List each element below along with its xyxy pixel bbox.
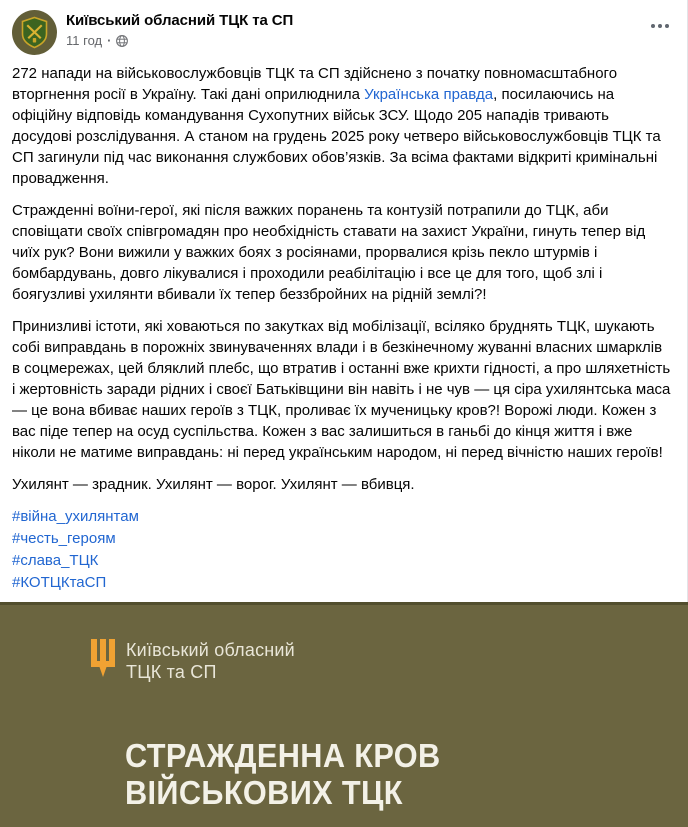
post-paragraph: [12, 63, 673, 189]
meta-separator: ·: [107, 33, 112, 48]
image-brand-text: [126, 639, 295, 683]
trident-icon: [90, 639, 116, 681]
hashtag-link[interactable]: #честь_героям: [12, 530, 116, 547]
paragraph-text: , посилаючись на офіційну відповідь командування Сухопутних військ ЗСУ. Щодо 205 нападів тривають досудові розслідування. А станом на грудень 2025 року четверо військовослужбовців ТЦК та СП загинули під час виконання службових обов’язків. За всіма фактами відкриті кримінальні провадження.: [12, 86, 661, 187]
ellipsis-icon: [665, 24, 669, 28]
page-name-link[interactable]: Київський обласний ТЦК та СП: [66, 12, 294, 29]
header-meta: [66, 10, 293, 49]
hashtag-link[interactable]: #війна_ухилянтам: [12, 508, 139, 525]
page-avatar[interactable]: [12, 10, 57, 55]
post-header: [0, 0, 687, 61]
post-paragraph: Принизливі істоти, які ховаються по закутках від мобілізації, всіляко бруднять ТЦК, шукають собі виправдань в порожніх звинуваченнях влади і в безкінечному жуванні власних шмарклів в соцмережах, цей бляклий плебс, що втратив і останні вже крихти гідності, а про шляхетність і жертовність заради рідних і своєї Батьківщини він навіть і не чув — ця сіра ухилянтська маса — це вона вбиває наших героїв з ТЦК, проливає їх мученицьку кров?! Ворожі люди. Кожен з вас піде тепер на осуд суспільства. Кожен з вас залишиться в ганьбі до кінця життя і вже ніколи не матиме виправдань: ні перед українським народом, ні перед вічністю наших героїв!: [12, 318, 671, 461]
brand-line-1: Київський обласний: [126, 640, 295, 660]
post-image[interactable]: [0, 602, 688, 827]
post-options-button[interactable]: [649, 18, 671, 34]
paragraph-text: 272 напади на військовослужбовців ТЦК та СП здійснено з початку повномасштабного вторгнення росії в Україну. Такі дані оприлюднила: [12, 65, 618, 103]
image-slogan: [125, 737, 441, 811]
post-paragraph: Стражденні воїни-герої, які після важких поранень та контузій потрапили до ТЦК, аби сповіщати своїх співгромадян про необхідність ставати на захист України, гинуть тепер від чиїх рук? Вони вижили у важких боях з росіянами, прорвалися крізь пекло штурмів і бомбардувань, довго лікувалися і проходили реабілітацію і все це для того, щоб злі і боягузливі ухилянти вбивали їх тепер беззбройних на рідній землі?!: [12, 202, 646, 303]
hashtag-link[interactable]: #КОТЦКтаСП: [12, 574, 107, 591]
slogan-line-1: СТРАЖДЕННА КРОВ: [125, 737, 441, 774]
post-meta-row: [66, 33, 293, 49]
ukrainska-pravda-link[interactable]: Українська правда: [364, 86, 494, 103]
globe-icon: [116, 35, 128, 47]
brand-line-2: ТЦК та СП: [126, 662, 217, 682]
image-brand-block: [90, 639, 295, 683]
post-paragraph: Ухилянт — зрадник. Ухилянт — ворог. Ухилянт — вбивця.: [12, 476, 415, 493]
post-timestamp[interactable]: 11 год: [66, 33, 103, 48]
unit-emblem-icon: [12, 10, 57, 55]
hashtag-link[interactable]: #слава_ТЦК: [12, 552, 99, 569]
ellipsis-icon: [658, 24, 662, 28]
hashtag-block: [12, 506, 673, 594]
slogan-line-2: ВІЙСЬКОВИХ ТЦК: [125, 774, 403, 811]
ellipsis-icon: [651, 24, 655, 28]
post-body: [0, 61, 687, 594]
